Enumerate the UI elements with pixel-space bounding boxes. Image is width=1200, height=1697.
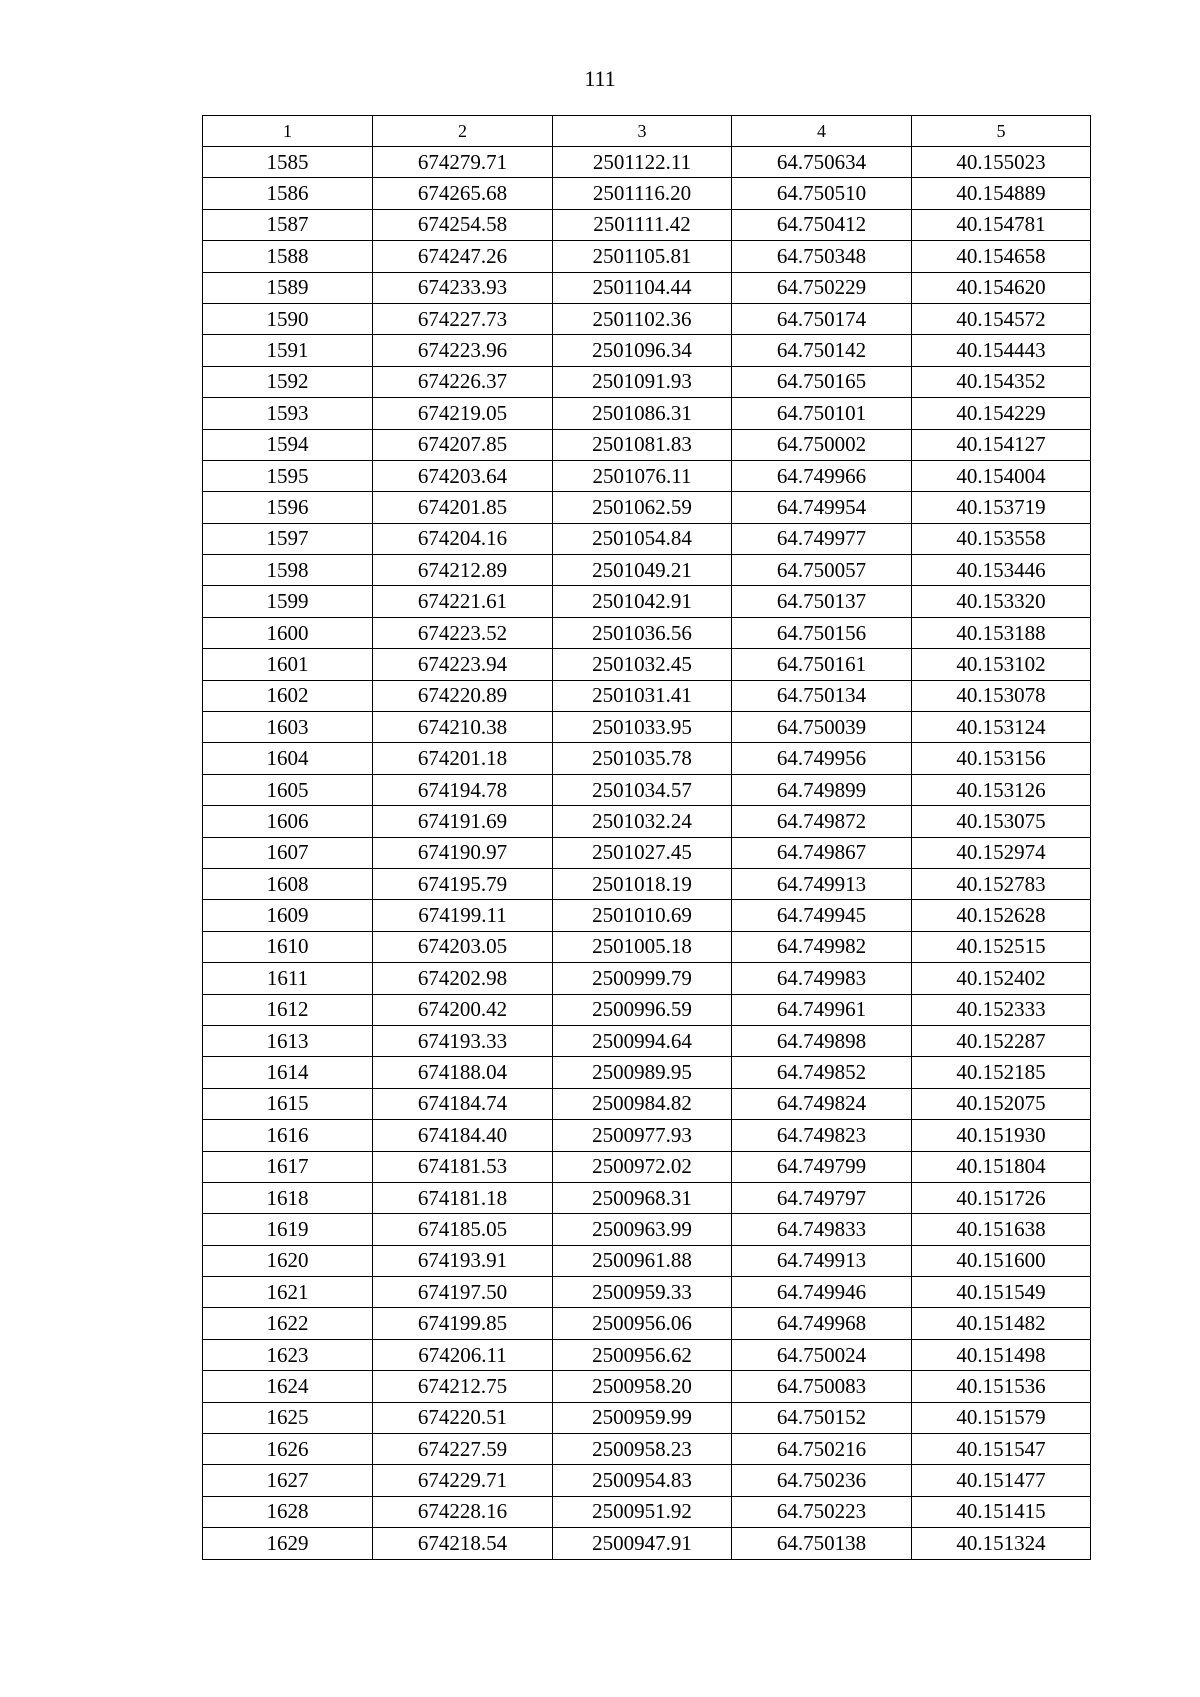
table-row (203, 1245, 1091, 1276)
table-cell: 2501032.24 (553, 806, 732, 837)
table-cell: 1626 (203, 1434, 373, 1465)
table-cell: 674212.75 (373, 1371, 553, 1402)
table-row (203, 1214, 1091, 1245)
table-cell: 1628 (203, 1496, 373, 1527)
table-row (203, 617, 1091, 648)
table-cell: 1586 (203, 178, 373, 209)
table-cell: 40.153156 (912, 743, 1091, 774)
coordinates-table (202, 115, 1091, 1560)
table-cell: 40.154889 (912, 178, 1091, 209)
table-row (203, 743, 1091, 774)
table-row (203, 523, 1091, 554)
table-cell: 40.151477 (912, 1465, 1091, 1496)
table-cell: 674223.94 (373, 649, 553, 680)
table-cell: 40.151498 (912, 1339, 1091, 1370)
table-cell: 64.749824 (732, 1088, 912, 1119)
table-row (203, 1120, 1091, 1151)
table-cell: 1610 (203, 931, 373, 962)
table-cell: 2501032.45 (553, 649, 732, 680)
table-cell: 674207.85 (373, 429, 553, 460)
table-cell: 64.749968 (732, 1308, 912, 1339)
page-number: 111 (584, 66, 616, 91)
table-cell: 40.154352 (912, 366, 1091, 397)
table-cell: 674206.11 (373, 1339, 553, 1370)
table-cell: 674279.71 (373, 147, 553, 178)
table-cell: 1588 (203, 241, 373, 272)
table-cell: 2501076.11 (553, 460, 732, 491)
table-cell: 40.151482 (912, 1308, 1091, 1339)
table-cell: 2500999.79 (553, 963, 732, 994)
table-cell: 40.151579 (912, 1402, 1091, 1433)
table-cell: 40.153126 (912, 774, 1091, 805)
table-cell: 674221.61 (373, 586, 553, 617)
table-cell: 674210.38 (373, 712, 553, 743)
table-cell: 64.750024 (732, 1339, 912, 1370)
table-cell: 64.750236 (732, 1465, 912, 1496)
table-cell: 1618 (203, 1182, 373, 1213)
table-cell: 64.750216 (732, 1434, 912, 1465)
table-row (203, 335, 1091, 366)
column-header: 4 (732, 116, 912, 147)
table-row (203, 586, 1091, 617)
table-cell: 40.151638 (912, 1214, 1091, 1245)
table-cell: 64.750412 (732, 209, 912, 240)
table-cell: 64.749977 (732, 523, 912, 554)
table-cell: 2501018.19 (553, 868, 732, 899)
table-cell: 64.750156 (732, 617, 912, 648)
table-cell: 64.750223 (732, 1496, 912, 1527)
table-cell: 2501035.78 (553, 743, 732, 774)
table-row (203, 1339, 1091, 1370)
table-cell: 64.749899 (732, 774, 912, 805)
table-cell: 674197.50 (373, 1277, 553, 1308)
table-cell: 1606 (203, 806, 373, 837)
table-cell: 40.153558 (912, 523, 1091, 554)
table-cell: 1629 (203, 1528, 373, 1559)
table-cell: 2501034.57 (553, 774, 732, 805)
table-cell: 64.750039 (732, 712, 912, 743)
table-cell: 2500989.95 (553, 1057, 732, 1088)
table-row (203, 147, 1091, 178)
table-cell: 674203.64 (373, 460, 553, 491)
table-cell: 2501081.83 (553, 429, 732, 460)
table-cell: 40.151600 (912, 1245, 1091, 1276)
table-row (203, 1182, 1091, 1213)
table-cell: 40.152515 (912, 931, 1091, 962)
table-cell: 674254.58 (373, 209, 553, 240)
table-cell: 40.154443 (912, 335, 1091, 366)
table-cell: 40.154620 (912, 272, 1091, 303)
table-cell: 1616 (203, 1120, 373, 1151)
table-row (203, 963, 1091, 994)
table-cell: 2501062.59 (553, 492, 732, 523)
table-cell: 674193.91 (373, 1245, 553, 1276)
table-cell: 64.749872 (732, 806, 912, 837)
table-cell: 1605 (203, 774, 373, 805)
table-cell: 2501111.42 (553, 209, 732, 240)
table-cell: 674218.54 (373, 1528, 553, 1559)
table-cell: 2500968.31 (553, 1182, 732, 1213)
table-cell: 40.154229 (912, 398, 1091, 429)
table-cell: 2500959.99 (553, 1402, 732, 1433)
table-cell: 40.152287 (912, 1025, 1091, 1056)
table-row (203, 398, 1091, 429)
table-cell: 40.155023 (912, 147, 1091, 178)
table-cell: 1612 (203, 994, 373, 1025)
table-row (203, 272, 1091, 303)
table-cell: 2501036.56 (553, 617, 732, 648)
table-body (203, 147, 1091, 1560)
table-cell: 674202.98 (373, 963, 553, 994)
table-row (203, 868, 1091, 899)
table-cell: 2501105.81 (553, 241, 732, 272)
table-row (203, 178, 1091, 209)
table-cell: 1602 (203, 680, 373, 711)
table-cell: 64.749833 (732, 1214, 912, 1245)
table-cell: 40.153075 (912, 806, 1091, 837)
table-cell: 1608 (203, 868, 373, 899)
table-cell: 64.749799 (732, 1151, 912, 1182)
table-cell: 674201.18 (373, 743, 553, 774)
table-row (203, 492, 1091, 523)
table-cell: 674229.71 (373, 1465, 553, 1496)
table-cell: 1593 (203, 398, 373, 429)
table-row (203, 1151, 1091, 1182)
table-cell: 2500956.62 (553, 1339, 732, 1370)
table-cell: 674194.78 (373, 774, 553, 805)
table-cell: 2500958.20 (553, 1371, 732, 1402)
table-cell: 1603 (203, 712, 373, 743)
table-cell: 2500961.88 (553, 1245, 732, 1276)
table-cell: 674247.26 (373, 241, 553, 272)
table-row (203, 460, 1091, 491)
table-row (203, 806, 1091, 837)
table-row (203, 241, 1091, 272)
table-cell: 1591 (203, 335, 373, 366)
table-cell: 64.749867 (732, 837, 912, 868)
table-cell: 64.749852 (732, 1057, 912, 1088)
table-cell: 64.749797 (732, 1182, 912, 1213)
table-cell: 64.750101 (732, 398, 912, 429)
table-cell: 40.152402 (912, 963, 1091, 994)
table-cell: 1604 (203, 743, 373, 774)
table-cell: 64.750083 (732, 1371, 912, 1402)
table-cell: 64.749898 (732, 1025, 912, 1056)
table-cell: 1587 (203, 209, 373, 240)
table-cell: 40.152185 (912, 1057, 1091, 1088)
table-cell: 674228.16 (373, 1496, 553, 1527)
column-header: 2 (373, 116, 553, 147)
table-row (203, 994, 1091, 1025)
table-cell: 64.749966 (732, 460, 912, 491)
table-cell: 64.750152 (732, 1402, 912, 1433)
table-cell: 674193.33 (373, 1025, 553, 1056)
table-cell: 674265.68 (373, 178, 553, 209)
table-cell: 64.750142 (732, 335, 912, 366)
table-cell: 1622 (203, 1308, 373, 1339)
table-cell: 40.152974 (912, 837, 1091, 868)
column-header: 3 (553, 116, 732, 147)
table-cell: 40.151804 (912, 1151, 1091, 1182)
table-row (203, 555, 1091, 586)
table-cell: 64.749913 (732, 868, 912, 899)
table-cell: 64.750348 (732, 241, 912, 272)
table-cell: 674212.89 (373, 555, 553, 586)
table-cell: 674233.93 (373, 272, 553, 303)
table-cell: 674223.96 (373, 335, 553, 366)
table-row (203, 1025, 1091, 1056)
table-cell: 674219.05 (373, 398, 553, 429)
table-row (203, 900, 1091, 931)
table-cell: 40.151415 (912, 1496, 1091, 1527)
table-cell: 40.151549 (912, 1277, 1091, 1308)
table-cell: 674200.42 (373, 994, 553, 1025)
table-cell: 2500958.23 (553, 1434, 732, 1465)
table-row (203, 1277, 1091, 1308)
table-cell: 1590 (203, 303, 373, 334)
table-cell: 40.154781 (912, 209, 1091, 240)
table-cell: 1625 (203, 1402, 373, 1433)
table-cell: 2501104.44 (553, 272, 732, 303)
table-cell: 40.154572 (912, 303, 1091, 334)
table-cell: 64.749946 (732, 1277, 912, 1308)
table-cell: 64.749961 (732, 994, 912, 1025)
table-cell: 1595 (203, 460, 373, 491)
table-cell: 40.154127 (912, 429, 1091, 460)
table-cell: 674184.74 (373, 1088, 553, 1119)
table-cell: 2500963.99 (553, 1214, 732, 1245)
table-cell: 64.750174 (732, 303, 912, 334)
table-cell: 2500994.64 (553, 1025, 732, 1056)
table-cell: 2500972.02 (553, 1151, 732, 1182)
table-cell: 2500996.59 (553, 994, 732, 1025)
table-row (203, 303, 1091, 334)
table-cell: 674227.59 (373, 1434, 553, 1465)
table-cell: 674190.97 (373, 837, 553, 868)
table-cell: 64.750057 (732, 555, 912, 586)
table-cell: 674223.52 (373, 617, 553, 648)
table-cell: 674185.05 (373, 1214, 553, 1245)
table-cell: 64.750138 (732, 1528, 912, 1559)
table-cell: 674227.73 (373, 303, 553, 334)
table-cell: 1623 (203, 1339, 373, 1370)
table-cell: 64.750134 (732, 680, 912, 711)
table-cell: 64.750510 (732, 178, 912, 209)
table-cell: 2501054.84 (553, 523, 732, 554)
table-cell: 1609 (203, 900, 373, 931)
table-cell: 674191.69 (373, 806, 553, 837)
table-cell: 674203.05 (373, 931, 553, 962)
table-cell: 1598 (203, 555, 373, 586)
table-cell: 1620 (203, 1245, 373, 1276)
column-header: 1 (203, 116, 373, 147)
table-cell: 40.153078 (912, 680, 1091, 711)
table-cell: 674188.04 (373, 1057, 553, 1088)
table-cell: 2501116.20 (553, 178, 732, 209)
table-row (203, 1528, 1091, 1559)
table-row (203, 774, 1091, 805)
table-cell: 40.154004 (912, 460, 1091, 491)
table-cell: 2500954.83 (553, 1465, 732, 1496)
table-cell: 64.750161 (732, 649, 912, 680)
table-cell: 2500951.92 (553, 1496, 732, 1527)
table-cell: 674226.37 (373, 366, 553, 397)
table-row (203, 1496, 1091, 1527)
table-row (203, 1465, 1091, 1496)
table-cell: 64.750634 (732, 147, 912, 178)
table-cell: 674204.16 (373, 523, 553, 554)
table-header-row (203, 116, 1091, 147)
table-cell: 2501005.18 (553, 931, 732, 962)
table-cell: 40.153188 (912, 617, 1091, 648)
table-row (203, 649, 1091, 680)
table-cell: 40.154658 (912, 241, 1091, 272)
table-cell: 40.151930 (912, 1120, 1091, 1151)
table-row (203, 1057, 1091, 1088)
table-cell: 40.151726 (912, 1182, 1091, 1213)
table-cell: 2501010.69 (553, 900, 732, 931)
table-cell: 1619 (203, 1214, 373, 1245)
table-cell: 40.153446 (912, 555, 1091, 586)
table-cell: 2501027.45 (553, 837, 732, 868)
table-cell: 40.151536 (912, 1371, 1091, 1402)
table-cell: 64.750137 (732, 586, 912, 617)
table-cell: 40.152333 (912, 994, 1091, 1025)
table-cell: 2500947.91 (553, 1528, 732, 1559)
table-cell: 64.750002 (732, 429, 912, 460)
table-cell: 674181.18 (373, 1182, 553, 1213)
table-cell: 1592 (203, 366, 373, 397)
table-cell: 64.749913 (732, 1245, 912, 1276)
table-cell: 1585 (203, 147, 373, 178)
table-cell: 2500984.82 (553, 1088, 732, 1119)
table-cell: 2501031.41 (553, 680, 732, 711)
table-cell: 1614 (203, 1057, 373, 1088)
table-cell: 2500977.93 (553, 1120, 732, 1151)
table-row (203, 429, 1091, 460)
table-cell: 1607 (203, 837, 373, 868)
table-cell: 40.153320 (912, 586, 1091, 617)
table-cell: 2501049.21 (553, 555, 732, 586)
table-cell: 674201.85 (373, 492, 553, 523)
table-cell: 40.153719 (912, 492, 1091, 523)
table-cell: 2501096.34 (553, 335, 732, 366)
table-cell: 2500959.33 (553, 1277, 732, 1308)
table-cell: 674184.40 (373, 1120, 553, 1151)
table-cell: 674199.85 (373, 1308, 553, 1339)
table-cell: 40.151324 (912, 1528, 1091, 1559)
table-row (203, 209, 1091, 240)
table-cell: 40.153124 (912, 712, 1091, 743)
table-cell: 674220.89 (373, 680, 553, 711)
table-row (203, 1371, 1091, 1402)
table-cell: 1594 (203, 429, 373, 460)
table-cell: 40.152628 (912, 900, 1091, 931)
table-cell: 674181.53 (373, 1151, 553, 1182)
table-cell: 1617 (203, 1151, 373, 1182)
table-cell: 674220.51 (373, 1402, 553, 1433)
table-cell: 40.152075 (912, 1088, 1091, 1119)
table-cell: 64.749954 (732, 492, 912, 523)
table-cell: 674199.11 (373, 900, 553, 931)
table-cell: 2501042.91 (553, 586, 732, 617)
table-cell: 64.749983 (732, 963, 912, 994)
table-cell: 2501091.93 (553, 366, 732, 397)
table-cell: 2500956.06 (553, 1308, 732, 1339)
table-cell: 64.750165 (732, 366, 912, 397)
table-cell: 1600 (203, 617, 373, 648)
table-cell: 64.749945 (732, 900, 912, 931)
table-cell: 1621 (203, 1277, 373, 1308)
table-cell: 1613 (203, 1025, 373, 1056)
table-cell: 64.749956 (732, 743, 912, 774)
table-cell: 1589 (203, 272, 373, 303)
table-cell: 64.749982 (732, 931, 912, 962)
table-row (203, 712, 1091, 743)
table-row (203, 931, 1091, 962)
table-cell: 1597 (203, 523, 373, 554)
column-header: 5 (912, 116, 1091, 147)
table-cell: 64.750229 (732, 272, 912, 303)
table-row (203, 1308, 1091, 1339)
table-cell: 1627 (203, 1465, 373, 1496)
table-cell: 1599 (203, 586, 373, 617)
table-cell: 2501086.31 (553, 398, 732, 429)
table-cell: 2501033.95 (553, 712, 732, 743)
table-cell: 1624 (203, 1371, 373, 1402)
table-cell: 40.151547 (912, 1434, 1091, 1465)
table-row (203, 680, 1091, 711)
table-row (203, 1434, 1091, 1465)
table-row (203, 837, 1091, 868)
table-cell: 1615 (203, 1088, 373, 1119)
table-row (203, 366, 1091, 397)
table-row (203, 1402, 1091, 1433)
table-cell: 64.749823 (732, 1120, 912, 1151)
table-cell: 40.153102 (912, 649, 1091, 680)
table-cell: 1611 (203, 963, 373, 994)
table-cell: 1601 (203, 649, 373, 680)
table-cell: 2501122.11 (553, 147, 732, 178)
table-row (203, 1088, 1091, 1119)
table-cell: 1596 (203, 492, 373, 523)
table-cell: 40.152783 (912, 868, 1091, 899)
table-cell: 674195.79 (373, 868, 553, 899)
table-cell: 2501102.36 (553, 303, 732, 334)
